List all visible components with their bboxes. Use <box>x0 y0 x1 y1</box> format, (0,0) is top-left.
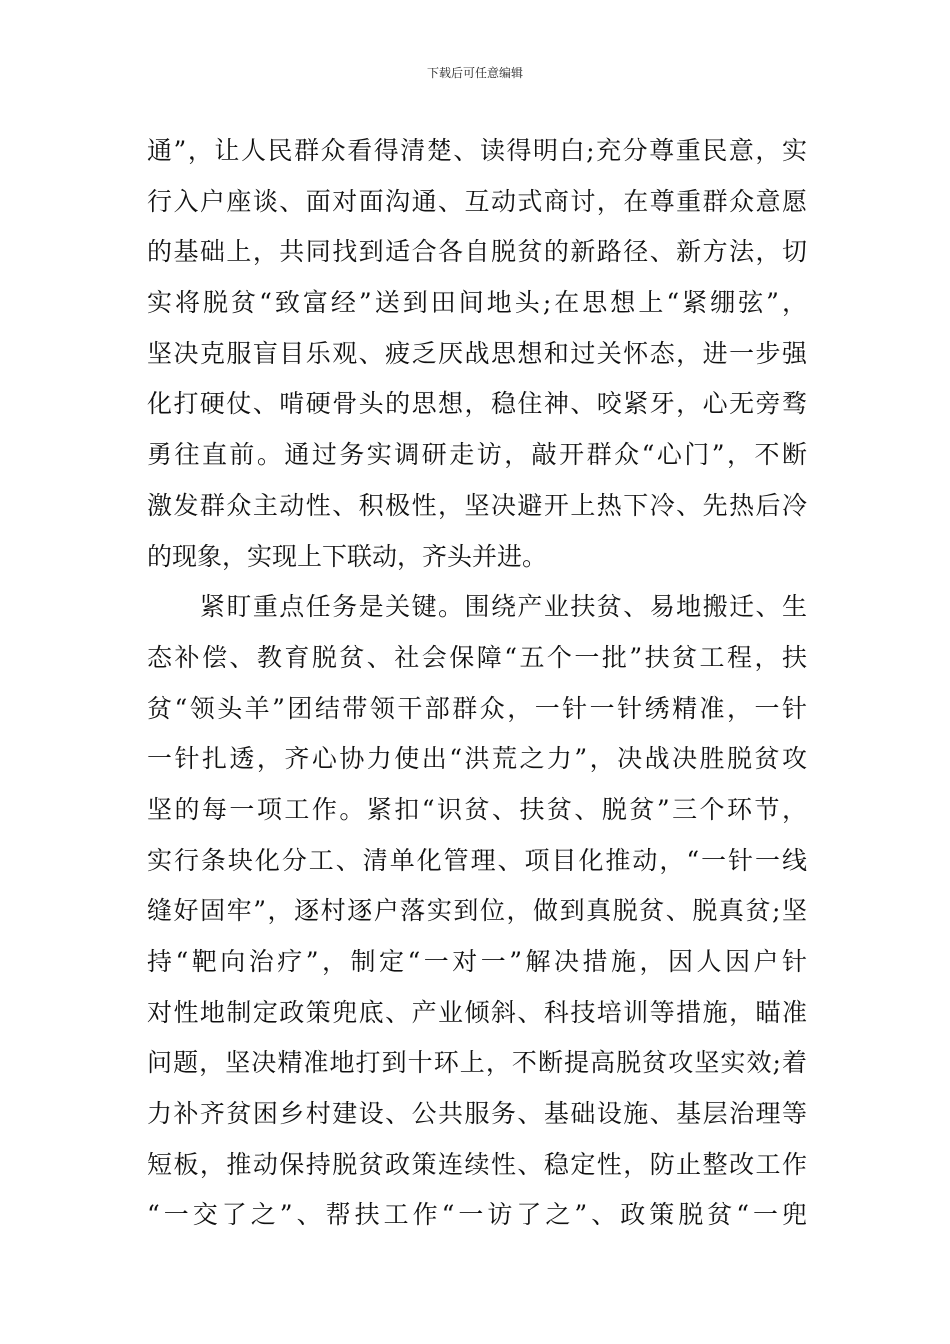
text-line: 勇往直前。通过务实调研走访，敲开群众“心门”，不断 <box>147 440 807 470</box>
text-line: 激发群众主动性、积极性，坚决避开上热下冷、先热后冷 <box>147 490 807 520</box>
text-line: 的现象，实现上下联动，齐头并进。 <box>147 541 548 571</box>
paragraph-1 <box>147 126 807 582</box>
text-line: 通”，让人民群众看得清楚、读得明白;充分尊重民意，实 <box>147 136 807 165</box>
text-line: 力补齐贫困乡村建设、公共服务、基础设施、基层治理等 <box>147 1099 807 1129</box>
paragraph-2 <box>147 582 807 1241</box>
text-line: 缝好固牢”，逐村逐户落实到位，做到真脱贫、脱真贫;坚 <box>147 896 807 926</box>
text-line: 短板，推动保持脱贫政策连续性、稳定性，防止整改工作 <box>147 1149 807 1179</box>
text-line: 实行条块化分工、清单化管理、项目化推动，“一针一线 <box>147 845 807 875</box>
text-line: 实将脱贫“致富经”送到田间地头;在思想上“紧绷弦”， <box>147 288 807 318</box>
text-line: 问题，坚决精准地打到十环上，不断提高脱贫攻坚实效;着 <box>147 1048 807 1078</box>
document-body <box>147 126 807 1241</box>
text-line: 行入户座谈、面对面沟通、互动式商讨，在尊重群众意愿 <box>147 186 807 216</box>
text-line: 持“靶向治疗”，制定“一对一”解决措施，因人因户针 <box>147 947 807 976</box>
text-line: 化打硬仗、啃硬骨头的思想，稳住神、咬紧牙，心无旁骛 <box>147 389 807 419</box>
text-line: 贫“领头羊”团结带领干部群众，一针一针绣精准，一针 <box>147 693 807 723</box>
text-line: 坚决克服盲目乐观、疲乏厌战思想和过关怀态，进一步强 <box>147 338 807 368</box>
text-line: 态补偿、教育脱贫、社会保障“五个一批”扶贫工程，扶 <box>147 642 807 672</box>
page-header: 下载后可任意编辑 <box>426 66 523 80</box>
text-line: “一交了之”、帮扶工作“一访了之”、政策脱贫“一兜 <box>147 1200 807 1230</box>
text-line: 对性地制定政策兜底、产业倾斜、科技培训等措施，瞄准 <box>147 997 807 1027</box>
text-line: 紧盯重点任务是关键。围绕产业扶贫、易地搬迁、生 <box>147 592 807 622</box>
text-line: 的基础上，共同找到适合各自脱贫的新路径、新方法，切 <box>147 237 807 267</box>
text-line: 一针扎透，齐心协力使出“洪荒之力”，决战决胜脱贫攻 <box>147 744 807 774</box>
text-line: 坚的每一项工作。紧扣“识贫、扶贫、脱贫”三个环节， <box>147 794 807 824</box>
